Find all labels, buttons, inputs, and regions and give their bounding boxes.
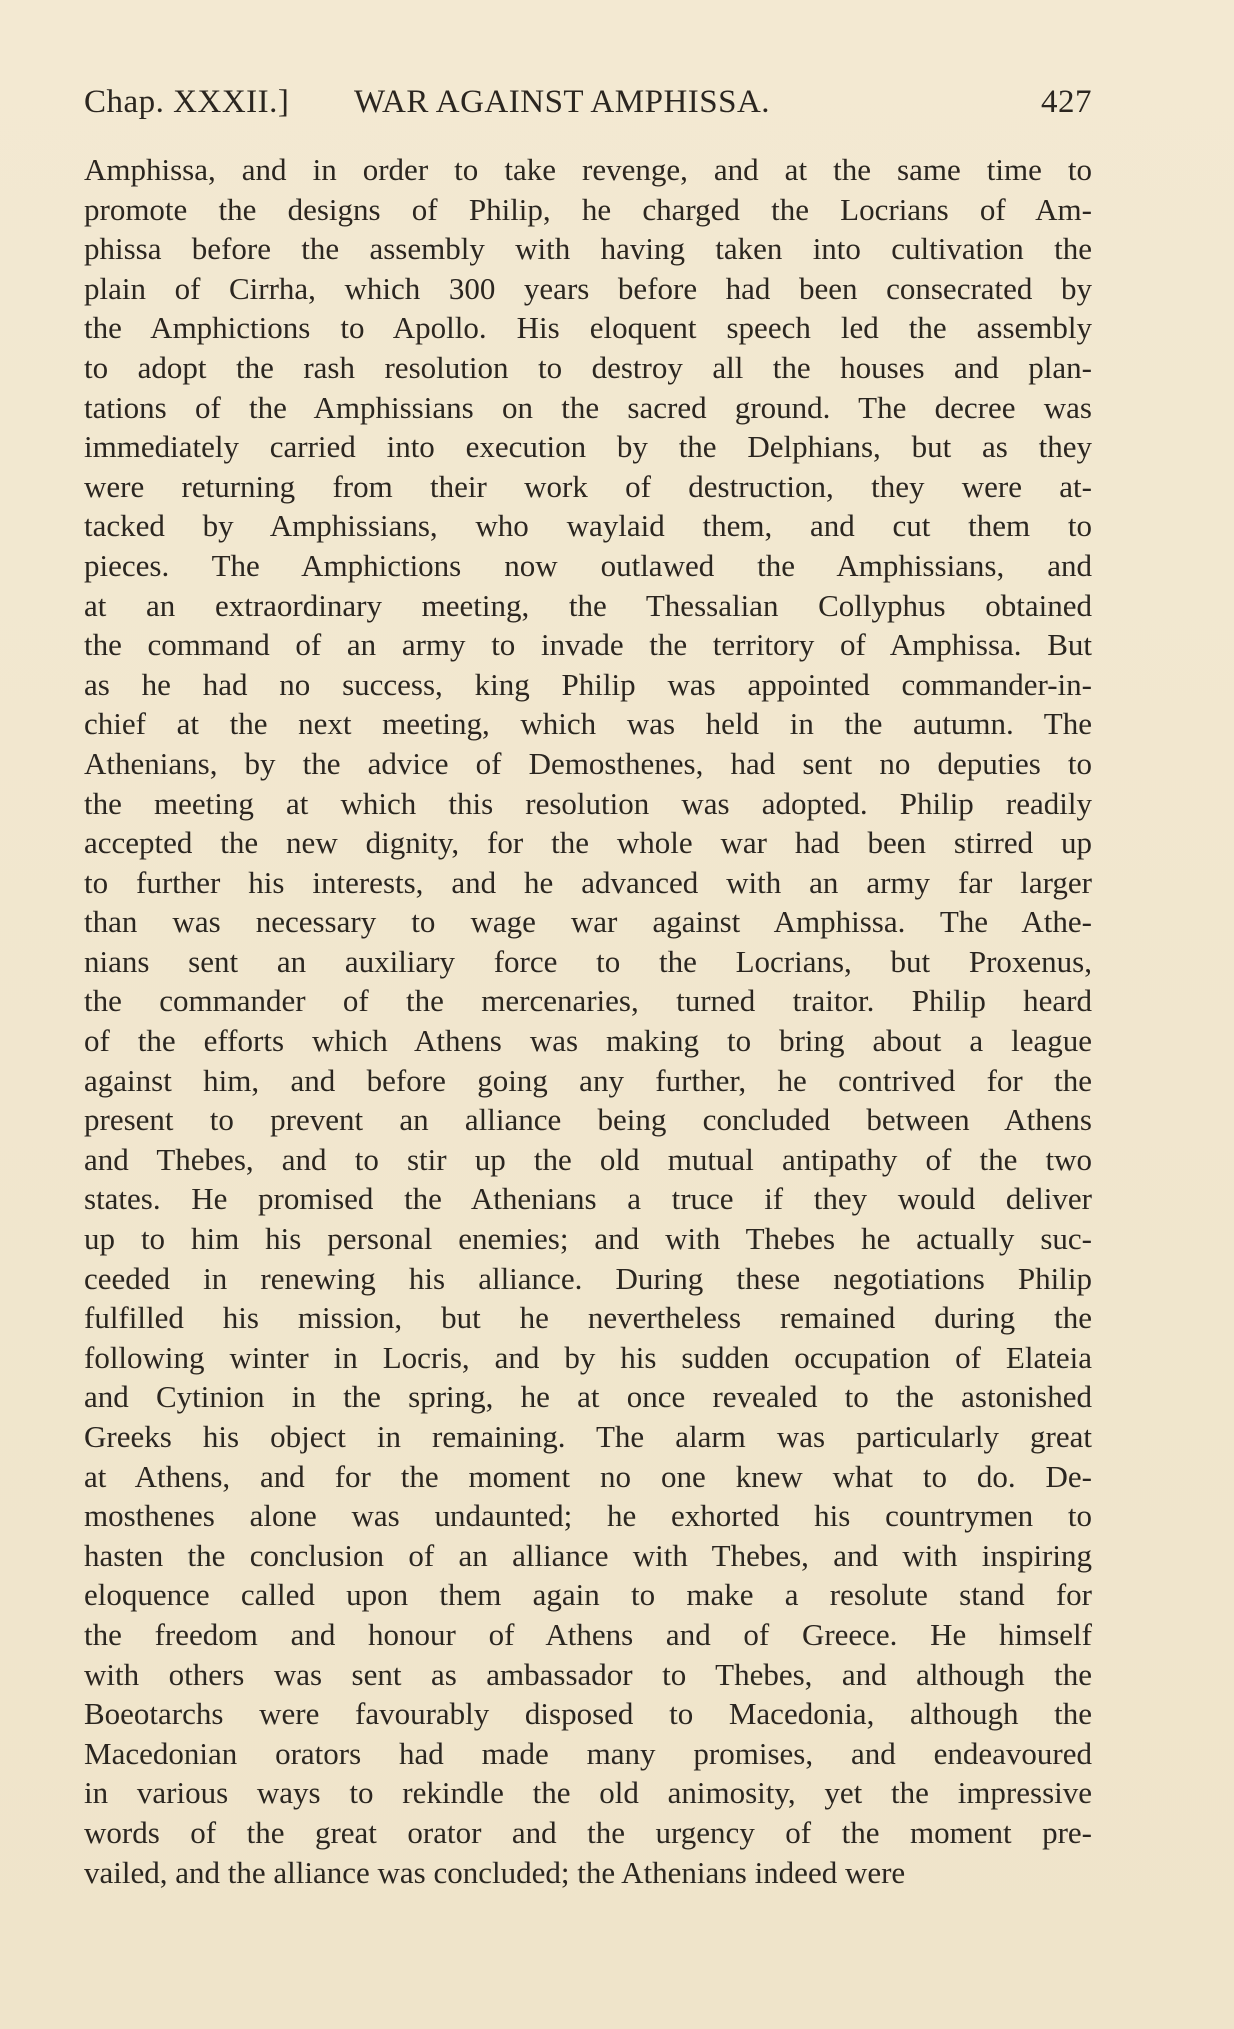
text-line: fulfilled his mission, but he nevertheless remained during the [84, 1300, 1092, 1336]
text-line: the Amphictions to Apollo. His eloquent speech led the assembly [84, 310, 1092, 346]
text-line: pieces. The Amphictions now outlawed the Amphissians, and [84, 547, 1092, 583]
text-line: against him, and before going any further, he contrived for the [84, 1062, 1092, 1098]
running-title: WAR AGAINST AMPHISSA. [354, 84, 771, 120]
text-line: to adopt the rash resolution to destroy all the houses and plan- [84, 349, 1092, 385]
text-line: as he had no success, king Philip was appointed commander-in- [84, 666, 1092, 702]
text-line: phissa before the assembly with having taken into cultivation the [84, 231, 1092, 267]
text-line: immediately carried into execution by the Delphians, but as they [84, 429, 1092, 465]
text-line: chief at the next meeting, which was held in the autumn. The [84, 706, 1092, 742]
text-line: following winter in Locris, and by his sudden occupation of Elateia [84, 1339, 1092, 1375]
text-line: with others was sent as ambassador to Thebes, and although the [84, 1656, 1092, 1692]
text-line: promote the designs of Philip, he charged the Locrians of Am- [84, 191, 1092, 227]
text-line: words of the great orator and the urgency of the moment pre- [84, 1814, 1092, 1850]
text-line: tacked by Amphissians, who waylaid them, and cut them to [84, 508, 1092, 544]
text-line: and Thebes, and to stir up the old mutual antipathy of the two [84, 1141, 1092, 1177]
text-line: at an extraordinary meeting, the Thessalian Collyphus obtained [84, 587, 1092, 623]
text-line: Boeotarchs were favourably disposed to Macedonia, although the [84, 1696, 1092, 1732]
text-line: plain of Cirrha, which 300 years before had been consecrated by [84, 270, 1092, 306]
text-line: accepted the new dignity, for the whole war had been stirred up [84, 825, 1092, 861]
body-text [84, 150, 1092, 1892]
text-line: mosthenes alone was undaunted; he exhorted his countrymen to [84, 1498, 1092, 1534]
text-line: Greeks his object in remaining. The alarm was particularly great [84, 1419, 1092, 1454]
running-head [84, 84, 1092, 132]
text-line: to further his interests, and he advanced with an army far larger [84, 864, 1092, 900]
text-line: the commander of the mercenaries, turned traitor. Philip heard [84, 983, 1092, 1019]
text-line: Amphissa, and in order to take revenge, and at the same time to [84, 152, 1092, 187]
text-line: hasten the conclusion of an alliance with Thebes, and with inspiring [84, 1537, 1092, 1573]
text-line: up to him his personal enemies; and with Thebes he actually suc- [84, 1221, 1092, 1257]
text-line: the freedom and honour of Athens and of Greece. He himself [84, 1616, 1092, 1652]
text-line: eloquence called upon them again to make a resolute stand for [84, 1577, 1092, 1613]
text-line: of the efforts which Athens was making to bring about a league [84, 1023, 1092, 1059]
text-line: Macedonian orators had made many promises, and endeavoured [84, 1735, 1092, 1771]
text-line: Athenians, by the advice of Demosthenes, had sent no deputies to [84, 745, 1092, 781]
text-line: tations of the Amphissians on the sacred ground. The decree was [84, 389, 1092, 425]
page-number: 427 [1041, 84, 1092, 120]
text-line: states. He promised the Athenians a truce if they would deliver [84, 1181, 1092, 1217]
text-line: nians sent an auxiliary force to the Locrians, but Proxenus, [84, 943, 1092, 979]
text-line: than was necessary to wage war against Amphissa. The Athe- [84, 904, 1092, 940]
text-line: the meeting at which this resolution was adopted. Philip readily [84, 785, 1092, 821]
text-line: were returning from their work of destruction, they were at- [84, 468, 1092, 504]
text-line: in various ways to rekindle the old animosity, yet the impressive [84, 1775, 1092, 1811]
text-line: at Athens, and for the moment no one knew what to do. De- [84, 1458, 1092, 1494]
text-line: and Cytinion in the spring, he at once revealed to the astonished [84, 1379, 1092, 1415]
text-line: vailed, and the alliance was concluded; the Athenians indeed were [84, 1854, 906, 1890]
text-line: ceeded in renewing his alliance. During these negotiations Philip [84, 1260, 1092, 1296]
text-line: the command of an army to invade the territory of Amphissa. But [84, 627, 1092, 663]
text-line: present to prevent an alliance being concluded between Athens [84, 1102, 1092, 1138]
chapter-label: Chap. XXXII.] [84, 84, 290, 120]
